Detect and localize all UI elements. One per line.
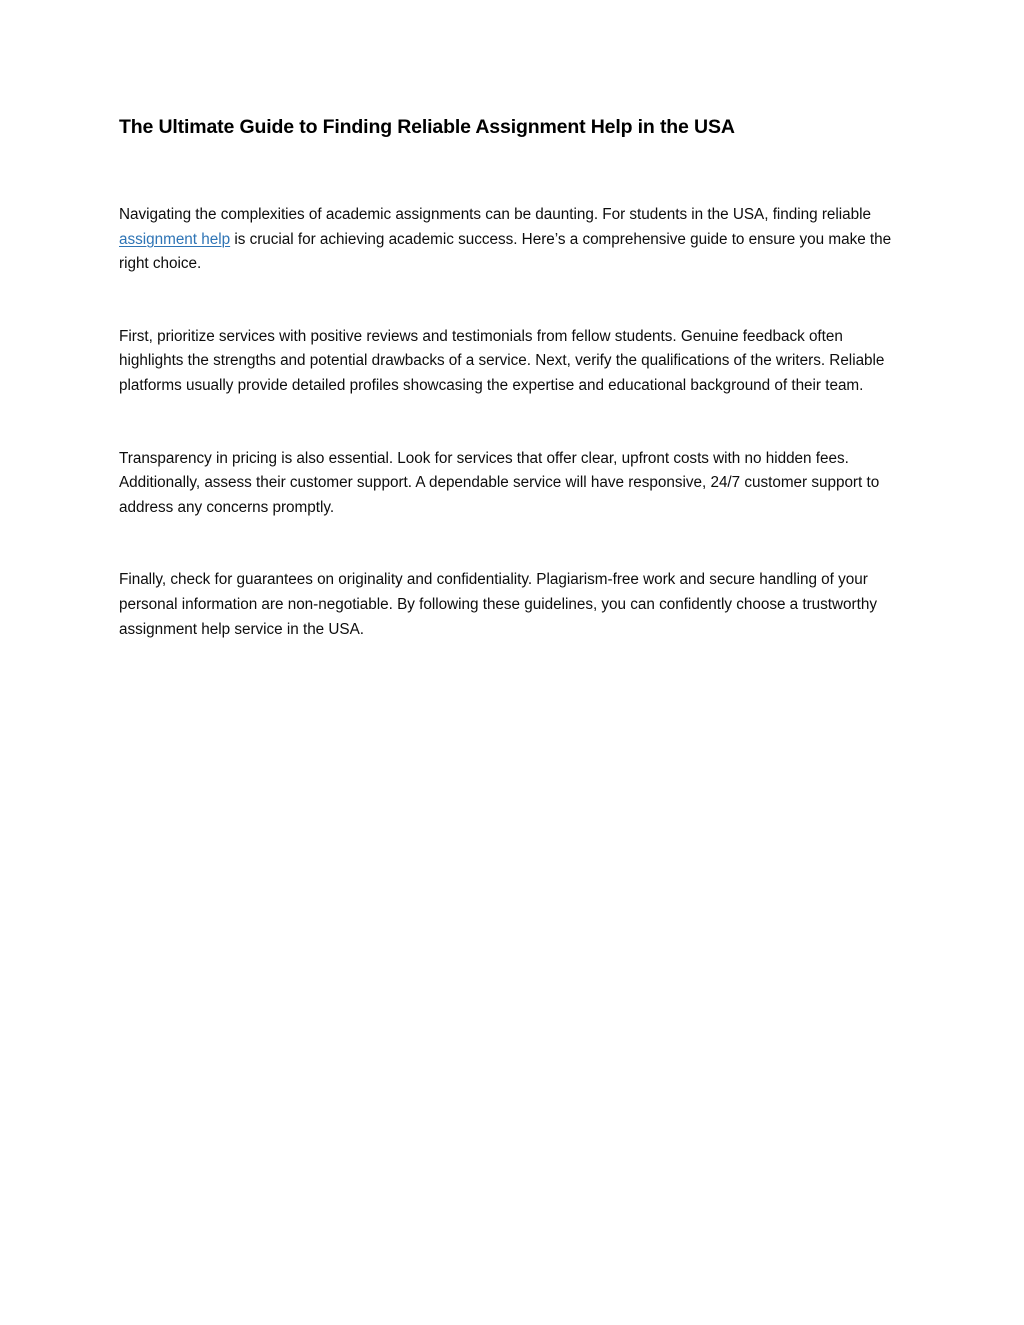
paragraph-intro-text-before-link: Navigating the complexities of academic assignments can be daunting. For students in the USA, finding reliable: [119, 206, 872, 223]
paragraph-spacer-3: [119, 520, 905, 568]
paragraph-spacer-1: [119, 277, 905, 325]
document-body: [119, 114, 905, 642]
assignment-help-link[interactable]: assignment help: [119, 230, 231, 248]
page-title: The Ultimate Guide to Finding Reliable Assignment Help in the USA: [119, 116, 735, 138]
paragraph-guarantees: Finally, check for guarantees on originality and confidentiality. Plagiarism-free work and secure handling of your personal information are non-negotiable. By following these guidelines, you can confidently choose a trustworthy assignment help service in the USA.: [119, 571, 877, 638]
paragraph-pricing-and-support: Transparency in pricing is also essential. Look for services that offer clear, upfront costs with no hidden fees. Additionally, assess their customer support. A dependable service will have responsive, 24/7 customer support to address any concerns promptly.: [119, 449, 880, 516]
paragraph-spacer-2: [119, 399, 905, 447]
paragraph-intro-text-after-link: is crucial for achieving academic success. Here’s a comprehensive guide to ensure you make the right choice.: [119, 230, 892, 273]
paragraph-intro: [119, 203, 905, 277]
paragraph-reviews-and-qualifications: First, prioritize services with positive reviews and testimonials from fellow students. Genuine feedback often highlights the strengths and potential drawbacks of a service. Next, verify the qualifications of the writers. Reliable platforms usually provide detailed profiles showcasing the expertise and educational background of their team.: [119, 327, 885, 394]
title-spacer: [119, 140, 905, 203]
